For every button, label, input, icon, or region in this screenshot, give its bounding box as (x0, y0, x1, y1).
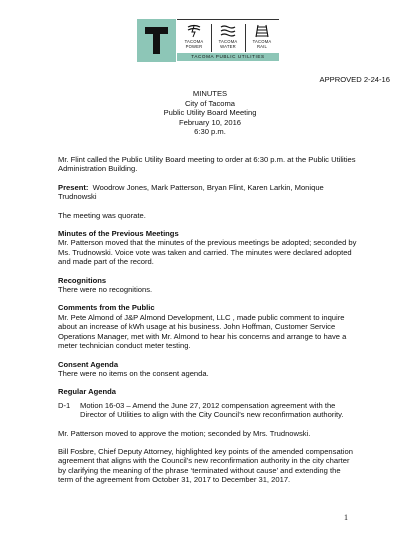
agenda-item-line: Director of Utilities to align with the City Council’s new reconfirmation authority. (80, 410, 344, 420)
logo-service-power (177, 24, 211, 49)
document-body (58, 155, 376, 485)
logo-t-icon (145, 27, 168, 54)
recognitions-section (58, 276, 376, 295)
header-time: 6:30 p.m. (194, 127, 226, 137)
minutes-line: and made part of the record. (58, 257, 154, 267)
logo-service-rail (245, 24, 279, 49)
approved-stamp: APPROVED 2-24-16 (319, 75, 390, 84)
fosbre-line: by clarifying the meaning of the phrase ‘terminated without cause’ and extending the (58, 465, 341, 475)
document-header (0, 89, 420, 137)
minutes-title: Minutes of the Previous Meetings (58, 229, 179, 239)
tacoma-public-utilities-logo (137, 19, 280, 63)
logo-t-block (137, 19, 176, 62)
logo-service-water-line2: WATER (220, 44, 236, 49)
consent-section (58, 360, 376, 379)
comments-title: Comments from the Public (58, 303, 155, 313)
logo-service-power-line1: TACOMA (184, 39, 204, 44)
fosbre-line: Bill Fosbre, Chief Deputy Attorney, highlighted key points of the amended compensation (58, 446, 353, 456)
intro-line: Administration Building. (58, 164, 138, 174)
power-icon (185, 24, 203, 38)
fosbre-line: term of the agreement from October 31, 2017 to December 31, 2017. (58, 475, 291, 485)
header-title: MINUTES (192, 89, 228, 98)
logo-service-rail-line2: RAIL (256, 44, 268, 49)
comments-line: Operations Manager, met with Mr. Almond to hear his concerns and arrange to have a (58, 331, 347, 341)
logo-service-water-line1: TACOMA (218, 39, 238, 44)
recognitions-title: Recognitions (58, 275, 107, 285)
agenda-item-number: D-1 (58, 400, 71, 410)
present-names: Woodrow Jones, Mark Patterson, Bryan Flint, Karen Larkin, Monique (88, 182, 324, 192)
consent-title: Consent Agenda (58, 359, 119, 369)
fosbre-line: agreement that aligns with the Council’s new reconfirmation authority in the city charter (58, 456, 350, 466)
present-paragraph (58, 183, 376, 202)
header-date: February 10, 2016 (178, 117, 242, 127)
logo-services (177, 19, 279, 61)
fosbre-paragraph (58, 447, 376, 485)
header-meeting: Public Utility Board Meeting (163, 108, 257, 118)
rail-icon (253, 24, 271, 38)
intro-paragraph (58, 155, 376, 174)
logo-bar-text: TACOMA PUBLIC UTILITIES (177, 53, 279, 61)
comments-line: about an increase of kWh usage at his business. John Hoffman, Customer Service (58, 322, 336, 332)
motion-text: Mr. Patterson moved to approve the motion; seconded by Mrs. Trudnowski. (58, 428, 311, 438)
recognitions-line: There were no recognitions. (58, 285, 153, 295)
logo-service-power-line2: POWER (185, 44, 203, 49)
present-label: Present: (58, 182, 89, 192)
present-names-cont: Trudnowski (58, 192, 97, 202)
agenda-item-text (80, 401, 376, 420)
regular-agenda-title: Regular Agenda (58, 387, 116, 397)
comments-line: meter technician conduct meter testing. (58, 341, 191, 351)
logo-service-water (211, 24, 245, 49)
agenda-item-d1 (58, 401, 376, 420)
minutes-line: Ms. Trudnowski. Voice vote was taken and carried. The minutes were declared adopted (58, 247, 352, 257)
page-number: 1 (344, 513, 348, 522)
consent-line: There were no items on the consent agenda. (58, 368, 209, 378)
water-icon (219, 24, 237, 38)
intro-line: Mr. Flint called the Public Utility Board meeting to order at 6:30 p.m. at the Public Utilities (58, 155, 356, 164)
logo-service-rail-line1: TACOMA (252, 39, 272, 44)
header-city: City of Tacoma (184, 98, 236, 108)
comments-section (58, 303, 376, 350)
comments-line: Mr. Pete Almond of J&P Almond Development, LLC , made public comment to inquire (58, 312, 345, 322)
agenda-item-line: Motion 16-03 – Amend the June 27, 2012 compensation agreement with the (80, 400, 336, 410)
quorate-text: The meeting was quorate. (58, 210, 146, 220)
minutes-line: Mr. Patterson moved that the minutes of the previous meetings be adopted; seconded by (58, 238, 357, 248)
minutes-section (58, 229, 376, 267)
